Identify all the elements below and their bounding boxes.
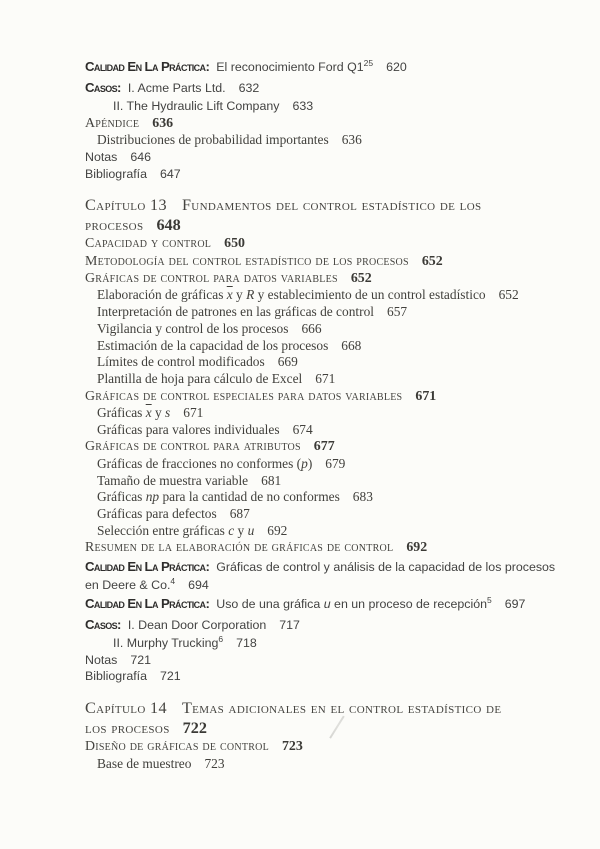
entry-title: Gráficas de control para atributos — [85, 439, 301, 455]
page-number: 687 — [229, 505, 250, 521]
toc-line — [85, 738, 600, 755]
entry-title: Bibliografía — [85, 669, 147, 684]
entry-title: Capacidad y control — [85, 236, 212, 252]
page-number: 652 — [421, 253, 443, 269]
chapter-label: Capítulo 14 — [85, 699, 167, 718]
toc-line — [85, 652, 600, 669]
toc-line — [85, 354, 600, 371]
page-number: 692 — [267, 522, 288, 538]
entry-title: Gráficas de fracciones no conformes (p) — [97, 455, 313, 471]
entry-title: Selección entre gráficas c y u — [97, 522, 255, 538]
toc-line — [85, 473, 600, 490]
toc-line — [85, 405, 600, 422]
feature-label: Calidad En La Práctica: — [85, 596, 210, 611]
toc-line — [85, 321, 600, 338]
toc-line — [85, 166, 600, 183]
entry-title: Notas — [85, 652, 118, 667]
toc-line — [85, 557, 600, 578]
page-number: 652 — [498, 287, 519, 303]
toc-line — [85, 539, 600, 556]
page-number: 674 — [292, 421, 313, 437]
toc-line — [85, 215, 600, 235]
entry-title: Bibliografía — [85, 166, 147, 181]
entry-title: Tamaño de muestra variable — [97, 472, 249, 488]
toc-line — [85, 235, 600, 252]
toc-lines — [85, 57, 600, 772]
page-number: 671 — [315, 370, 336, 386]
toc-line — [85, 57, 600, 78]
entry-title: Estimación de la capacidad de los procesos — [97, 337, 329, 353]
toc-line — [85, 115, 600, 132]
toc-line — [85, 635, 600, 652]
toc-line — [85, 388, 600, 405]
entry-title: los procesos — [85, 719, 170, 738]
toc-line — [85, 668, 600, 685]
toc-line — [85, 594, 600, 615]
toc-line — [85, 577, 600, 594]
entry-title: procesos — [85, 216, 144, 235]
page-number: 718 — [236, 636, 257, 650]
toc-line — [85, 253, 600, 270]
page-number: 669 — [277, 354, 298, 370]
toc-line — [85, 338, 600, 355]
entry-title: I. Acme Parts Ltd. — [127, 80, 226, 95]
toc-line — [85, 523, 600, 540]
toc-line — [85, 456, 600, 473]
page-number: 648 — [156, 216, 181, 235]
toc-line — [85, 422, 600, 439]
page-number: 721 — [160, 669, 181, 684]
feature-label: Casos: — [85, 616, 121, 632]
toc-line — [85, 287, 600, 304]
page-number: 722 — [182, 719, 207, 738]
page-number: 668 — [341, 337, 362, 353]
entry-title: Plantilla de hoja para cálculo de Excel — [97, 370, 303, 386]
page-number: 657 — [387, 304, 408, 320]
entry-title: en Deere & Co.$^4$ — [85, 576, 176, 593]
page-number: 652 — [350, 271, 372, 287]
page-number: 647 — [160, 166, 181, 181]
page-number: 717 — [279, 617, 300, 632]
entry-title: Gráficas de control especiales para datos variables — [85, 388, 403, 404]
entry-title: Notas — [85, 149, 118, 164]
page-number: 671 — [183, 405, 204, 421]
entry-title: Gráficas de control para datos variables — [85, 271, 338, 287]
entry-title: Distribuciones de probabilidad importantes — [97, 132, 329, 148]
page-number: 721 — [130, 652, 152, 667]
toc-line — [85, 270, 600, 287]
toc-line — [85, 195, 600, 215]
entry-title: Uso de una gráfica u en un proceso de recepción$^5$ — [216, 594, 492, 611]
entry-title: Gráficas para valores individuales — [97, 421, 280, 437]
entry-title: Elaboración de gráficas $\overline{x}$ y R y establecimiento de un control estadístico — [97, 287, 486, 303]
entry-title: Límites de control modificados — [97, 354, 265, 370]
toc-line — [85, 149, 600, 166]
toc-line — [85, 98, 600, 115]
entry-title: Interpretación de patrones en las gráficas de control — [97, 304, 374, 320]
entry-title: II. Murphy Trucking$^6$ — [113, 633, 224, 650]
page-number: 723 — [281, 739, 303, 755]
entry-title: II. The Hydraulic Lift Company — [113, 99, 280, 113]
feature-label: Calidad En La Práctica: — [85, 59, 210, 74]
entry-title: I. Dean Door Corporation — [127, 617, 267, 632]
entry-title: Resumen de la elaboración de gráficas de control — [85, 540, 394, 556]
entry-title: Vigilancia y control de los procesos — [97, 320, 289, 336]
page-number: 671 — [415, 388, 437, 404]
page-number: 633 — [292, 99, 314, 113]
page-number: 681 — [261, 472, 282, 488]
page-number: 632 — [238, 80, 260, 95]
page-number: 650 — [224, 236, 245, 252]
entry-title: Apéndice — [85, 115, 140, 131]
page-number: 723 — [204, 755, 225, 771]
toc-line — [85, 78, 600, 99]
chapter-label: Capítulo 13 — [85, 196, 167, 215]
toc-line — [85, 489, 600, 506]
feature-label: Calidad En La Práctica: — [85, 558, 210, 574]
page-number: 666 — [301, 320, 322, 336]
entry-title: Diseño de gráficas de control — [85, 739, 269, 755]
page-number: 697 — [504, 597, 526, 611]
entry-title: Base de muestreo — [97, 755, 192, 771]
page-number: 694 — [188, 578, 209, 593]
toc-line — [85, 132, 600, 149]
toc-line — [85, 756, 600, 773]
entry-title: Gráficas de control y análisis de la capacidad de los procesos — [216, 559, 556, 574]
page-number: 677 — [313, 439, 335, 455]
entry-title: Gráficas $\overline{x}$ y s — [97, 405, 171, 421]
page-number: 679 — [325, 455, 346, 471]
page-number: 620 — [386, 60, 407, 74]
entry-title: Gráficas para defectos — [97, 505, 217, 521]
entry-title: Gráficas np para la cantidad de no conformes — [97, 489, 340, 505]
entry-title: Fundamentos del control estadístico de los — [181, 196, 482, 215]
page-number: 636 — [341, 132, 362, 148]
toc-line — [85, 718, 600, 738]
page-number: 636 — [152, 115, 174, 131]
toc-line — [85, 506, 600, 523]
page-number: 683 — [352, 489, 373, 505]
toc-line — [85, 304, 600, 321]
entry-title: Temas adicionales en el control estadístico de — [181, 699, 502, 718]
toc-line — [85, 371, 600, 388]
page-number: 692 — [406, 540, 428, 556]
feature-label: Casos: — [85, 79, 121, 95]
toc-line — [85, 438, 600, 455]
entry-title: El reconocimiento Ford $Q1^{25}$ — [216, 57, 374, 74]
page-number: 646 — [130, 149, 152, 164]
toc-line — [85, 615, 600, 636]
entry-title: Metodología del control estadístico de los procesos — [85, 253, 409, 269]
